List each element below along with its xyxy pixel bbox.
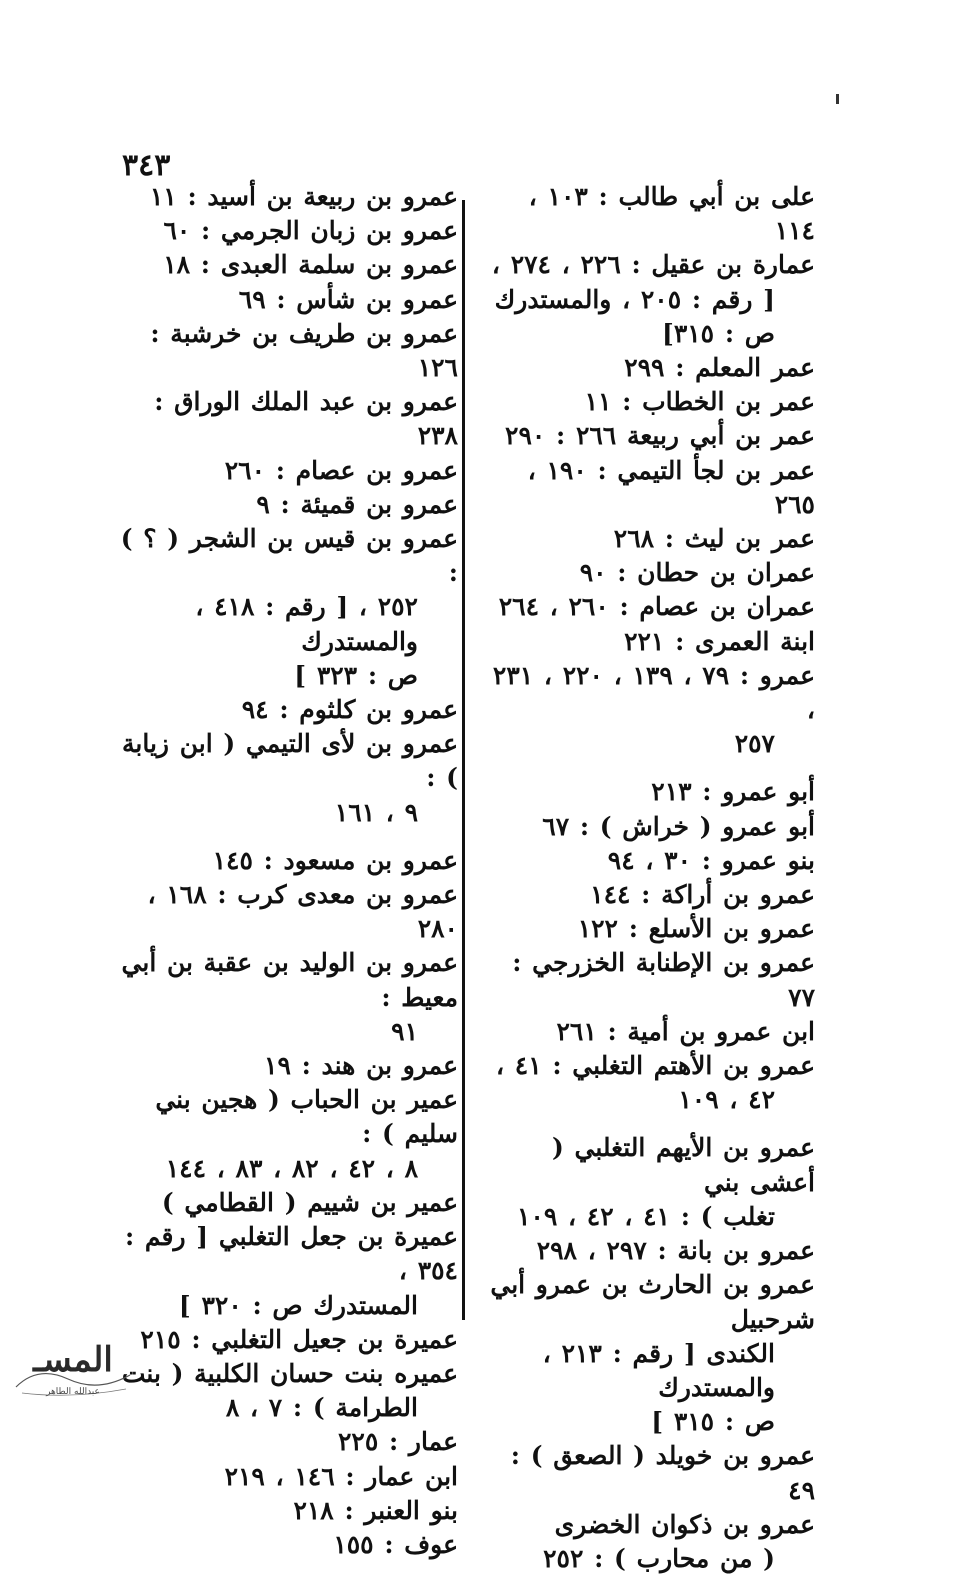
index-entry-continuation: ٢٥٢ ، [ رقم : ٤١٨ ، والمستدرك — [184, 592, 418, 656]
index-entry: أبو عمرو ( خراش ) : ٦٧ — [542, 811, 815, 841]
index-entry-continuation: ( من محارب ) : ٢٥٢ — [543, 1543, 775, 1573]
index-entry: بنو العنبر : ٢١٨ — [293, 1495, 458, 1525]
index-entry: عمرو بن ربيعة بن أسيد : ١١ — [149, 182, 458, 211]
index-entry: عمرو بن أراكة : ١٤٤ — [590, 880, 815, 910]
index-entry: عمرو بن هند : ١٩ — [264, 1051, 458, 1081]
index-entry-continuation: المستدرك ص : ٣٢٠ ] — [178, 1290, 418, 1320]
index-entry: عوف : ١٥٥ — [333, 1529, 458, 1559]
watermark-title: المسـ — [33, 1340, 113, 1380]
index-entry: عمر المعلم : ٢٩٩ — [624, 353, 815, 383]
index-entry: ابن عمار : ١٤٦ ، ٢١٩ — [224, 1461, 458, 1491]
index-entry: عمرو بن خويلد ( الصعق ) : ٤٩ — [500, 1441, 815, 1505]
index-entry: عمرو بن الأسلع : ١٢٢ — [577, 914, 815, 944]
index-entry: عمرو بن الإطنابة الخزرجي : ٧٧ — [501, 948, 815, 1012]
index-entry: عمرو بن كلثوم : ٩٤ — [241, 695, 458, 725]
index-entry: عمرو بن عصام : ٢٦٠ — [224, 455, 458, 485]
watermark-logo — [8, 1335, 138, 1407]
index-entry-continuation: [ رقم : ٢٠٥ ، والمستدرك ص : ٣١٥] — [483, 284, 775, 348]
index-entry: ابنة العمرى : ٢٢١ — [624, 626, 815, 656]
index-entry: عمر بن أبي ربيعة ٢٦٦ : ٢٩٠ — [505, 421, 815, 451]
index-entry: عمرو بن معدى كرب : ١٦٨ ، ٢٨٠ — [136, 880, 458, 944]
index-entry: ابن عمرو بن أمية : ٢٦١ — [556, 1016, 815, 1046]
index-entry: عمر بن لجأ التيمي : ١٩٠ ، ٢٦٥ — [517, 455, 815, 519]
index-entry: على بن أبي طالب : ١٠٣ ، ١١٤ — [518, 182, 815, 246]
index-entry-continuation: ٨ ، ٤٢ ، ٨٢ ، ٨٣ ، ١٤٤ — [165, 1153, 418, 1183]
index-entry: عمرو بن الوليد بن عقبة بن أبي معيط : — [110, 948, 458, 1012]
index-entry: عمرو بن قيس بن الشجر ( ؟ ) : — [110, 524, 458, 588]
index-entry: عمرو بن قميئة : ٩ — [256, 489, 458, 519]
index-entry-continuation: ٢٥٧ — [734, 729, 775, 759]
page-number: ٣٤٣ — [122, 148, 171, 183]
index-entry: عمرو بن بانة : ٢٩٧ ، ٢٩٨ — [536, 1236, 815, 1266]
index-entry-continuation: ٩١ — [391, 1016, 418, 1046]
index-column-left — [110, 180, 458, 1562]
index-entry: عمر بن الخطاب : ١١ — [584, 387, 815, 417]
index-entry-continuation: ٤٢ ، ١٠٩ — [678, 1085, 775, 1115]
index-entry: عمرو بن مسعود : ١٤٥ — [212, 845, 458, 875]
index-entry: عمرو بن سلمة العبدى : ١٨ — [163, 250, 458, 280]
index-entry: عمير بن الحباب ( هجين بني سليم ) : — [144, 1085, 458, 1149]
watermark-subtitle: عبدالله الطاهر — [46, 1387, 100, 1397]
index-entry: عمران بن حطان : ٩٠ — [579, 558, 815, 588]
index-entry: عمرو بن عبد الملك الوراق : ٢٣٨ — [143, 387, 458, 451]
index-entry: عمرو : ٧٩ ، ١٣٩ ، ٢٢٠ ، ٢٣١ ، — [482, 660, 815, 725]
index-entry: عمران بن عصام : ٢٦٠ ، ٢٦٤ — [498, 592, 815, 622]
index-entry-continuation: تغلب ) : ٤١ ، ٤٢ ، ١٠٩ — [517, 1201, 775, 1231]
index-entry: عمرو بن شأس : ٦٩ — [238, 284, 458, 314]
column-divider — [462, 200, 465, 1320]
index-entry: عمرو بن الأيهم التغلبي ( أعشى بني — [541, 1133, 815, 1197]
index-entry: عميرة بن جعل التغلبي [ رقم : ٣٥٤ ، — [114, 1222, 458, 1286]
index-entry: عمرو بن لأى التيمي ( ابن زيابة ) : — [111, 729, 458, 793]
index-entry: عمرو بن طريف بن خرشبة : ١٢٦ — [139, 318, 458, 383]
index-entry-continuation: الكندى [ رقم : ٢١٣ ، والمستدرك — [532, 1338, 775, 1402]
index-entry-continuation: ص : ٣٢٣ ] — [294, 660, 418, 690]
index-entry: عمير بن شييم ( القطامي ) — [161, 1187, 458, 1217]
index-entry: عمرو بن الحارث بن عمرو أبي شرحبيل — [479, 1270, 815, 1334]
index-column-right — [480, 180, 815, 1576]
index-entry: عمر بن ليث : ٢٦٨ — [613, 524, 815, 554]
index-entry-continuation: الطرامة ) : ٧ ، ٨ — [225, 1393, 418, 1423]
index-entry: عمرو بن الأهتم التغلبي : ٤١ ، — [495, 1051, 815, 1081]
index-entry: عمرو بن زبان الجرمي : ٦٠ — [163, 216, 458, 246]
index-entry: عمار : ٢٢٥ — [338, 1427, 458, 1457]
index-entry: بنو عمرو : ٣٠ ، ٩٤ — [607, 845, 815, 875]
index-entry: أبو عمرو : ٢١٣ — [651, 777, 815, 807]
corner-mark — [836, 94, 839, 104]
index-entry: عمرو بن ذكوان الخضرى — [554, 1509, 815, 1539]
index-entry: عميره بنت حسان الكلبية ( بنت — [121, 1358, 458, 1388]
index-entry-continuation: ٩ ، ١٦١ — [334, 797, 418, 827]
index-entry-continuation: ص : ٣١٥ ] — [651, 1407, 775, 1437]
index-entry: عمارة بن عقيل : ٢٢٦ ، ٢٧٤ ، — [491, 250, 815, 280]
index-entry: عميرة بن جعيل التغلبي : ٢١٥ — [140, 1324, 458, 1354]
